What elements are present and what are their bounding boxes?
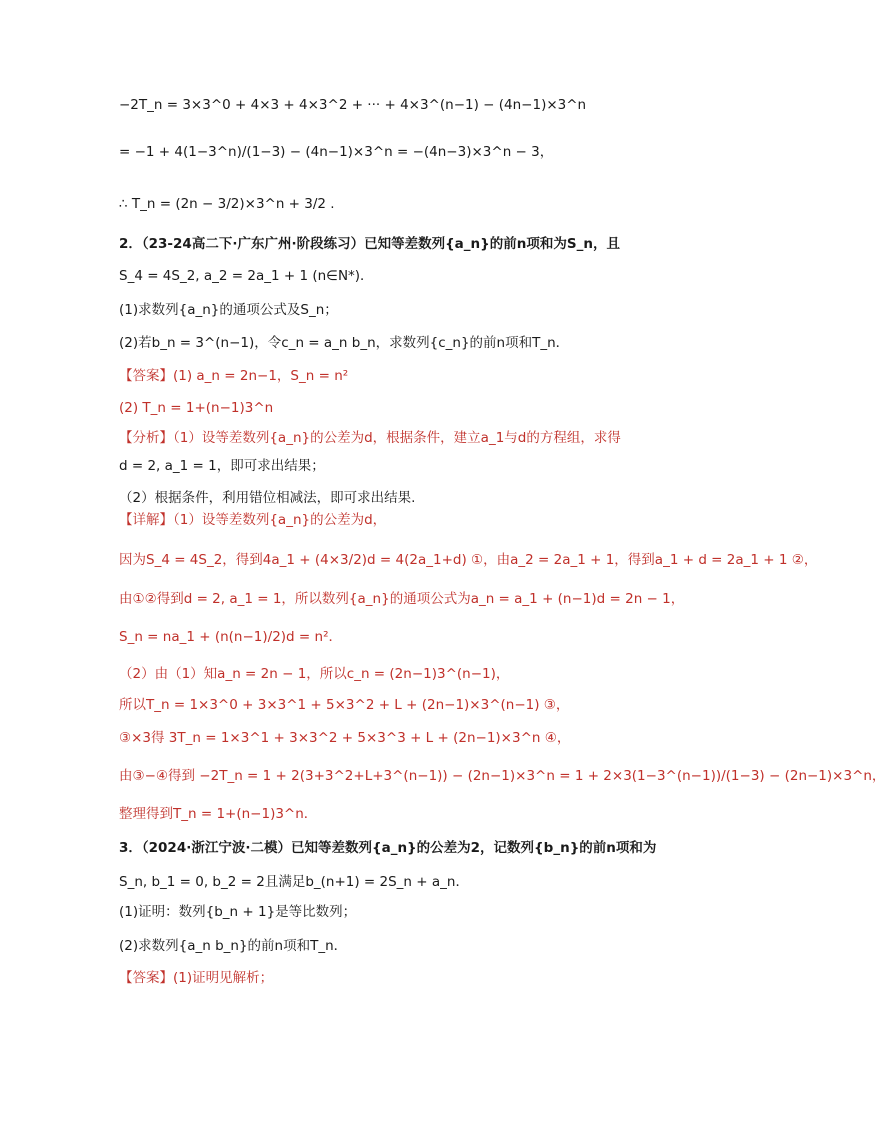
problem-2-part-2: (2)若b_n = 3^(n−1)，令c_n = a_n b_n，求数列{c_n}的前n项和T_n． <box>119 335 570 351</box>
analysis-line-3: （2）根据条件，利用错位相减法，即可求出结果. <box>119 490 416 506</box>
problem-3-condition: S_n, b_1 = 0, b_2 = 2且满足b_(n+1) = 2S_n + a_n． <box>119 874 469 890</box>
detail-label: 【详解】（1）设等差数列{a_n}的公差为d， <box>119 512 387 528</box>
detail-line-2: 因为S_4 = 4S_2，得到4a_1 + (4×3/2)d = 4(2a_1+d) ①，由a_2 = 2a_1 + 1，得到a_1 + d = 2a_1 + 1 ②， <box>119 552 818 568</box>
problem-3-answer: 【答案】(1)证明见解析； <box>119 970 274 986</box>
problem-3-part-1: (1)证明：数列{b_n + 1}是等比数列； <box>119 904 357 920</box>
analysis-line-2: d = 2, a_1 = 1，即可求出结果； <box>119 458 325 474</box>
problem-2-part-1: (1)求数列{a_n}的通项公式及S_n； <box>119 302 338 318</box>
detail-line-5: （2）由（1）知a_n = 2n − 1，所以c_n = (2n−1)3^(n−1)， <box>119 666 510 682</box>
problem-2-condition: S_4 = 4S_2, a_2 = 2a_1 + 1 (n∈N*)． <box>119 268 374 284</box>
solution-line-3: ∴ T_n = (2n − 3/2)×3^n + 3/2 . <box>119 196 335 212</box>
detail-line-4: S_n = na_1 + (n(n−1)/2)d = n²． <box>119 629 342 645</box>
detail-line-7: ③×3得 3T_n = 1×3^1 + 3×3^2 + 5×3^3 + L + (2n−1)×3^n ④， <box>119 730 571 746</box>
solution-line-1: −2T_n = 3×3^0 + 4×3 + 4×3^2 + ··· + 4×3^(n−1) − (4n−1)×3^n <box>119 97 587 113</box>
analysis-label: 【分析】（1）设等差数列{a_n}的公差为d，根据条件，建立a_1与d的方程组，求得 <box>119 430 621 446</box>
detail-line-8: 由③−④得到 −2T_n = 1 + 2(3+3^2+L+3^(n−1)) − (2n−1)×3^n = 1 + 2×3(1−3^(n−1))/(1−3) − (2n−1)×3^n， <box>119 768 885 784</box>
detail-line-3: 由①②得到d = 2, a_1 = 1，所以数列{a_n}的通项公式为a_n = a_1 + (n−1)d = 2n − 1， <box>119 591 685 607</box>
solution-line-2: = −1 + 4(1−3^n)/(1−3) − (4n−1)×3^n = −(4n−3)×3^n − 3， <box>119 144 554 160</box>
problem-3-title: 3．（2024·浙江宁波·二模）已知等差数列{a_n}的公差为2，记数列{b_n}的前n项和为 <box>119 840 657 856</box>
problem-2-title: 2．（23-24高二下·广东广州·阶段练习）已知等差数列{a_n}的前n项和为S_n，且 <box>119 236 620 252</box>
detail-line-6: 所以T_n = 1×3^0 + 3×3^1 + 5×3^2 + L + (2n−1)×3^(n−1) ③， <box>119 697 570 713</box>
problem-3-part-2: (2)求数列{a_n b_n}的前n项和T_n． <box>119 938 348 954</box>
answer-label: 【答案】(1) a_n = 2n−1，S_n = n² <box>119 368 349 384</box>
detail-line-9: 整理得到T_n = 1+(n−1)3^n． <box>119 806 318 822</box>
answer-part-2: (2) T_n = 1+(n−1)3^n <box>119 400 274 416</box>
